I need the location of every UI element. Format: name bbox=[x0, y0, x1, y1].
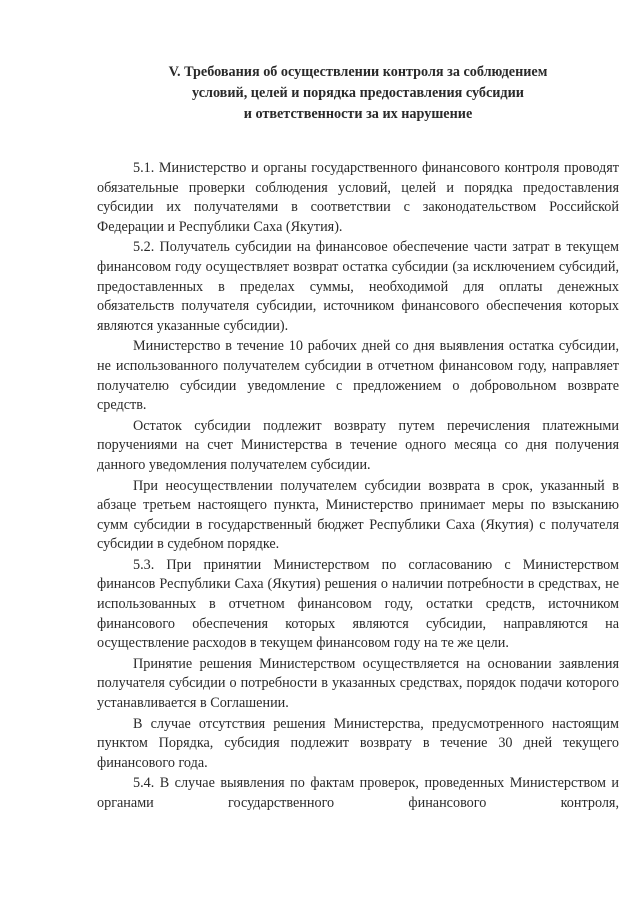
paragraph-5-3: 5.3. При принятии Министерством по согласованию с Министерством финансов Республики Саха (Якутия) решения о наличии потребности в средствах, не использованных в отчетном финансовом году, остатки средств, источником финансового обеспечения которых являются субсидии, направляются на осуществление расходов в текущем финансовом году на те же цели. bbox=[97, 556, 619, 652]
section-heading bbox=[97, 62, 619, 125]
paragraph-5-4: 5.4. В случае выявления по фактам проверок, проведенных Министерством и органами государственного финансового контроля, bbox=[97, 775, 619, 811]
paragraph-5-2: 5.2. Получатель субсидии на финансовое обеспечение части затрат в текущем финансовом году осуществляет возврат остатка субсидии (за исключением субсидий, предоставленных в пределах суммы, необходимой для оплаты денежных обязательств получателя субсидии, источником финансового обеспечения которых являются указанные субсидии). bbox=[97, 239, 619, 334]
paragraph: В случае отсутствия решения Министерства, предусмотренного настоящим пунктом Порядка, субсидия подлежит возврату в течение 30 дней текущего финансового года. bbox=[97, 715, 619, 771]
paragraph: Принятие решения Министерством осуществляется на основании заявления получателя субсидии о потребности в указанных средствах, порядок подачи которого устанавливается в Соглашении. bbox=[97, 655, 619, 712]
heading-line: и ответственности за их нарушение bbox=[243, 106, 473, 122]
paragraph: Остаток субсидии подлежит возврату путем перечисления платежными поручениями на счет Министерства в течение одного месяца со дня получения данного уведомления получателем субсидии. bbox=[97, 417, 619, 473]
paragraph-5-1: 5.1. Министерство и органы государственного финансового контроля проводят обязательные проверки соблюдения условий, целей и порядка предоставления субсидии их получателями в соответствии с законодательством Российской Федерации и Республики Саха (Якутия). bbox=[97, 160, 619, 235]
body-text bbox=[97, 159, 619, 814]
paragraph: Министерство в течение 10 рабочих дней со дня выявления остатка субсидии, не использованного получателем субсидии в отчетном финансовом году, направляет получателю субсидии уведомление с предложением о добровольном возврате средств. bbox=[97, 338, 619, 414]
heading-line: условий, целей и порядка предоставления субсидии bbox=[192, 85, 524, 101]
heading-line: V. Требования об осуществлении контроля за соблюдением bbox=[168, 64, 548, 80]
paragraph: При неосуществлении получателем субсидии возврата в срок, указанный в абзаце третьем настоящего пункта, Министерство принимает меры по взысканию сумм субсидии в государственный бюджет Республики Саха (Якутия) с получателя субсидии в судебном порядке. bbox=[97, 477, 619, 553]
